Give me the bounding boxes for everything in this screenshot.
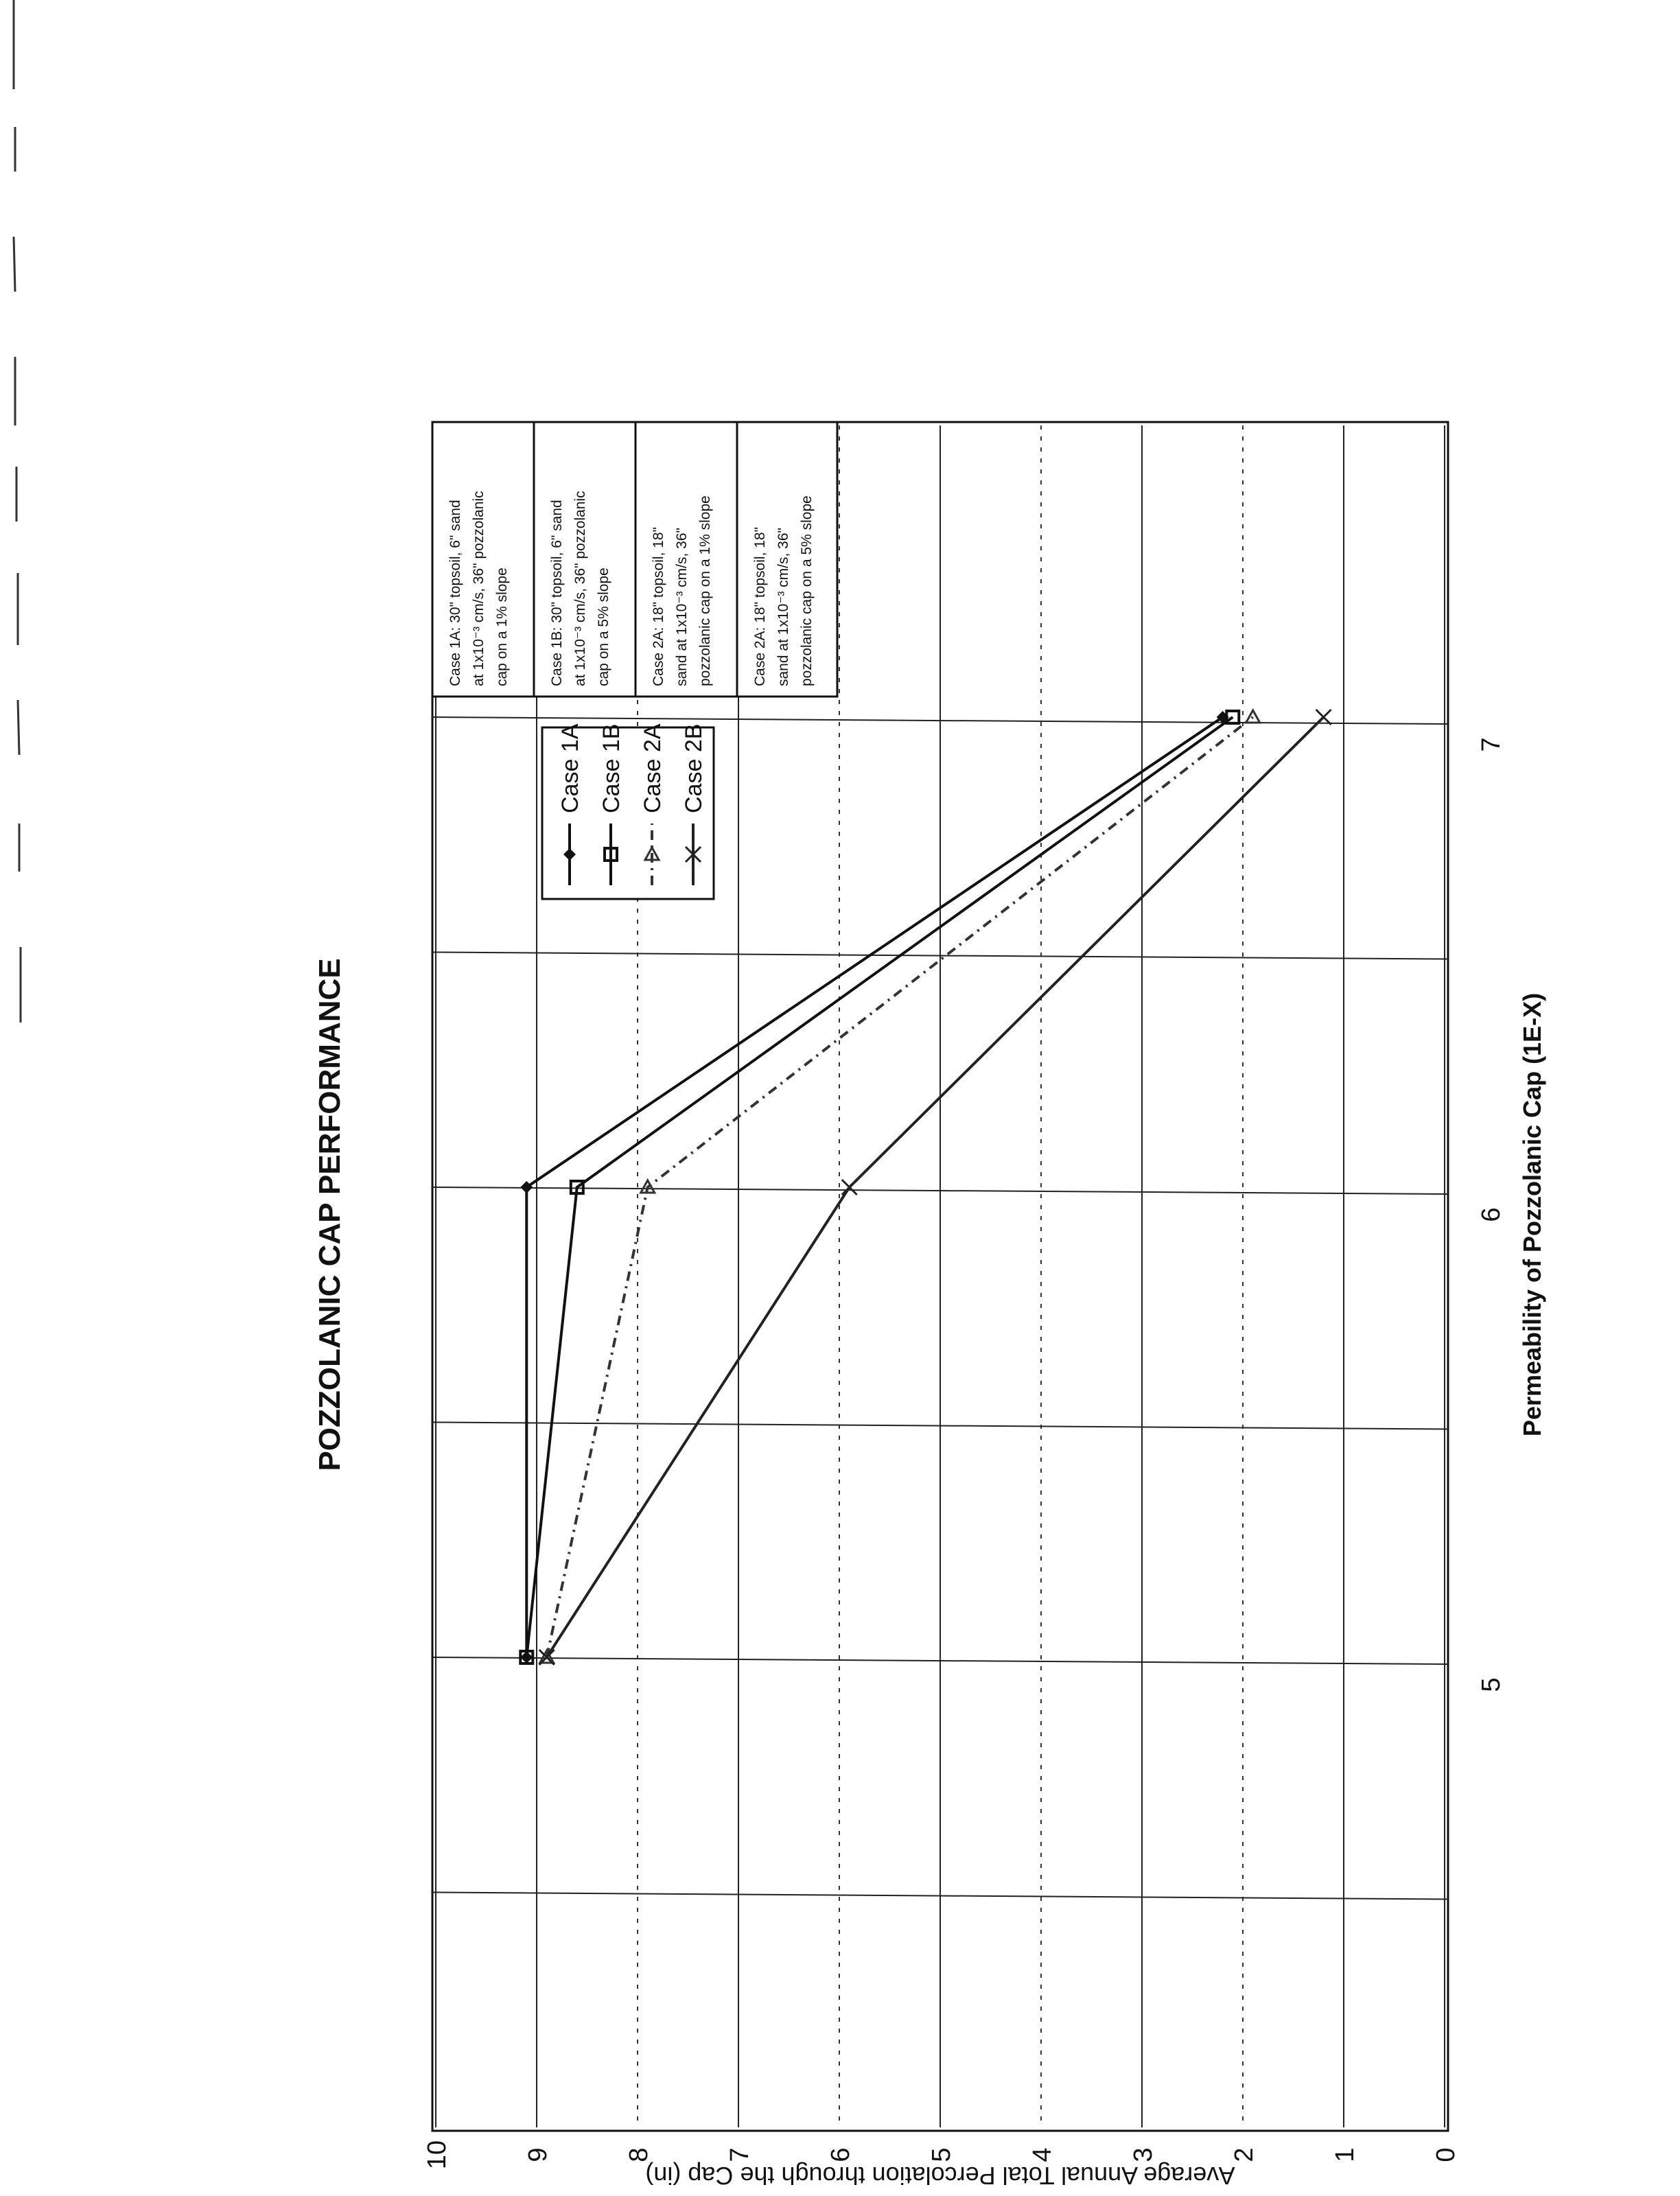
legend-label: Case 2A: [640, 723, 666, 813]
annotation-line: Case 1B: 30" topsoil, 6" sand: [549, 500, 565, 686]
y-tick-label: 0: [1432, 2147, 1460, 2162]
legend-label: Case 1B: [598, 723, 625, 813]
x-axis-label: Permeability of Pozzolanic Cap (1E-X): [1518, 992, 1546, 1437]
x-tick-label: 6: [1477, 1207, 1506, 1222]
scan-edge-marks: [14, 0, 21, 1023]
annotation-line: sand at 1x10⁻³ cm/s, 36": [674, 528, 690, 686]
y-tick-label: 6: [826, 2147, 855, 2162]
data-point: [1316, 710, 1331, 725]
y-tick-label: 1: [1331, 2147, 1360, 2162]
y-axis-label: Average Annual Total Percolation through the Cap (in): [645, 2162, 1235, 2190]
annotation-line: sand at 1x10⁻³ cm/s, 36": [775, 528, 791, 686]
y-tick-label: 3: [1129, 2147, 1158, 2162]
y-tick-label: 4: [1028, 2147, 1057, 2162]
y-tick-label: 10: [423, 2140, 452, 2170]
annotation-line: cap on a 5% slope: [596, 568, 611, 686]
data-point: [842, 1180, 857, 1195]
annotation-line: pozzolanic cap on a 5% slope: [799, 495, 815, 686]
annotation-line: cap on a 1% slope: [494, 568, 510, 686]
data-point: [1246, 710, 1260, 723]
y-tick-label: 8: [625, 2147, 653, 2162]
y-tick-label: 9: [524, 2147, 552, 2162]
x-tick-label: 5: [1477, 1677, 1506, 1692]
y-tick-label: 7: [725, 2147, 754, 2162]
annotation-line: Case 1A: 30" topsoil, 6" sand: [447, 500, 463, 686]
annotation-line: at 1x10⁻³ cm/s, 36" pozzolanic: [471, 491, 487, 686]
y-tick-label: 2: [1230, 2147, 1259, 2162]
legend: [542, 723, 714, 899]
legend-label: Case 2B: [681, 723, 707, 813]
annotation-line: pozzolanic cap on a 1% slope: [697, 495, 713, 686]
x-tick-label: 7: [1477, 737, 1506, 752]
annotation-line: Case 2A: 18" topsoil, 18": [651, 526, 666, 686]
legend-label: Case 1A: [557, 723, 583, 813]
annotation-line: at 1x10⁻³ cm/s, 36" pozzolanic: [572, 491, 588, 686]
y-tick-label: 5: [927, 2147, 956, 2162]
annotation-line: Case 2A: 18" topsoil, 18": [752, 526, 768, 686]
rotated-chart: [313, 422, 1546, 2190]
chart-title: POZZOLANIC CAP PERFORMANCE: [313, 958, 347, 1471]
